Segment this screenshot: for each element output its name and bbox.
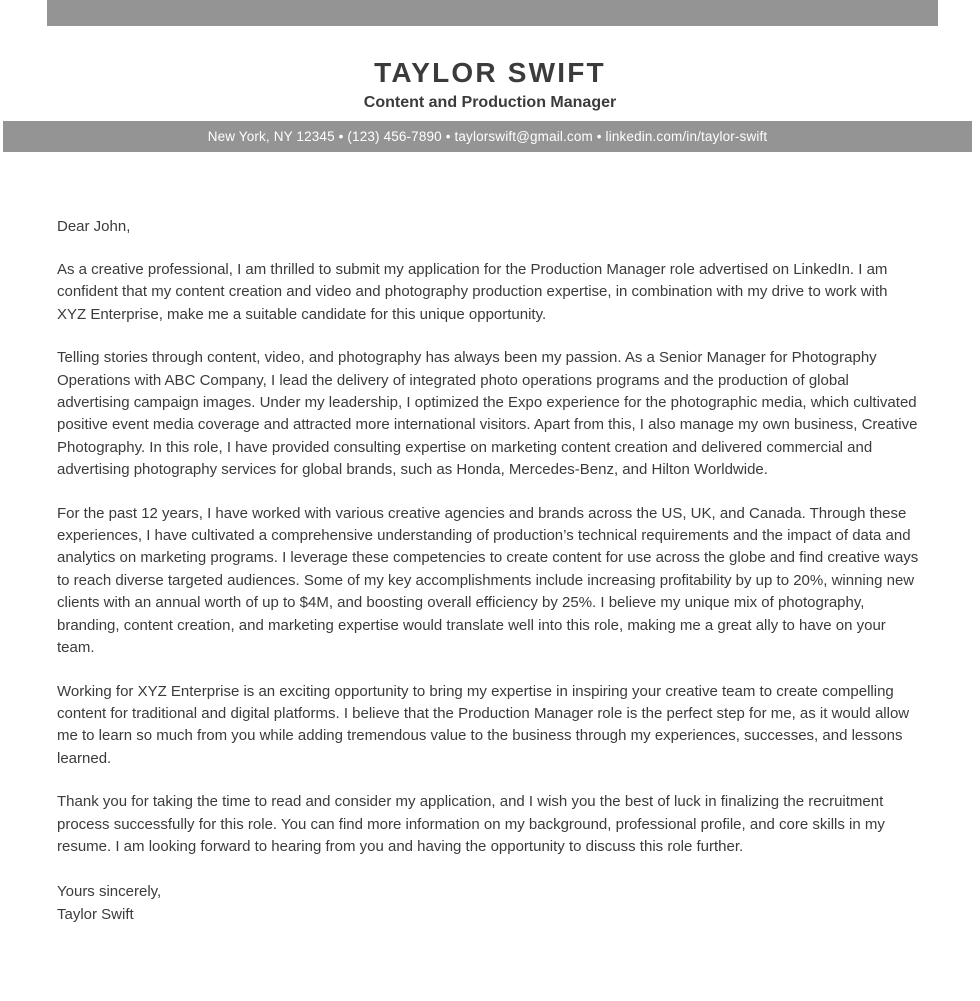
letter-paragraph-1: As a creative professional, I am thrilled to submit my application for the Production Manager role advertised on LinkedIn. I am confident that my content creation and video and photography production expertise, in combination with my drive to work with XYZ Enterprise, make me a suitable candidate for this unique opportunity.	[57, 261, 888, 323]
letter-paragraph-2: Telling stories through content, video, and photography has always been my passion. As a Senior Manager for Photography Operations with ABC Company, I lead the delivery of integrated photo operations programs and the production of global advertising campaign images. Under my leadership, I optimized the Expo experience for the photographic media, which cultivated positive event media coverage and attracted more international visitors. Apart from this, I also manage my own business, Creative Photography. In this role, I have provided consulting expertise on marketing content creation and delivered commercial and advertising photography services for global brands, such as Honda, Mercedes-Benz, and Hilton Worldwide.	[57, 349, 918, 479]
letter-paragraph-3: For the past 12 years, I have worked with various creative agencies and brands across the US, UK, and Canada. Through these experiences, I have cultivated a comprehensive understanding of production’s technical requirements and the impact of data and analytics on marketing programs. I leverage these competencies to create content for use across the globe and find creative ways to reach diverse targeted audiences. Some of my key accomplishments include increasing profitability by up to 20%, winning new clients with an annual worth of up to $4M, and boosting overall efficiency by 25%. I believe my unique mix of photography, branding, content creation, and marketing expertise would translate well into this role, making me a great ally to have on your team.	[57, 504, 919, 657]
signoff-block	[57, 881, 919, 926]
salutation: Dear John,	[57, 218, 131, 235]
letter-paragraph-4: Working for XYZ Enterprise is an exciting opportunity to bring my expertise in inspiring your creative team to create compelling content for traditional and digital platforms. I believe that the Production Manager role is the perfect step for me, as it would allow me to learn so much from you while adding tremendous value to the business through my experiences, successes, and lessons learned.	[57, 682, 910, 767]
identity-header	[0, 26, 980, 113]
candidate-job-title: Content and Production Manager	[363, 94, 617, 112]
letter-paragraph-5: Thank you for taking the time to read and consider my application, and I wish you the best of luck in finalizing the recruitment process successfully for this role. You can find more information on my background, professional profile, and core skills in my resume. I am looking forward to hearing from you and having the opportunity to discuss this role further.	[57, 793, 885, 855]
closing-line: Yours sincerely,	[57, 883, 162, 901]
signature-name: Taylor Swift	[57, 905, 134, 923]
contact-line: New York, NY 12345 • (123) 456-7890 • taylorswift@gmail.com • linkedin.com/in/taylor-swift	[207, 129, 768, 144]
letter-body	[57, 216, 919, 926]
top-accent-bar	[47, 0, 938, 26]
candidate-name: TAYLOR SWIFT	[374, 57, 606, 88]
contact-bar	[3, 121, 972, 152]
